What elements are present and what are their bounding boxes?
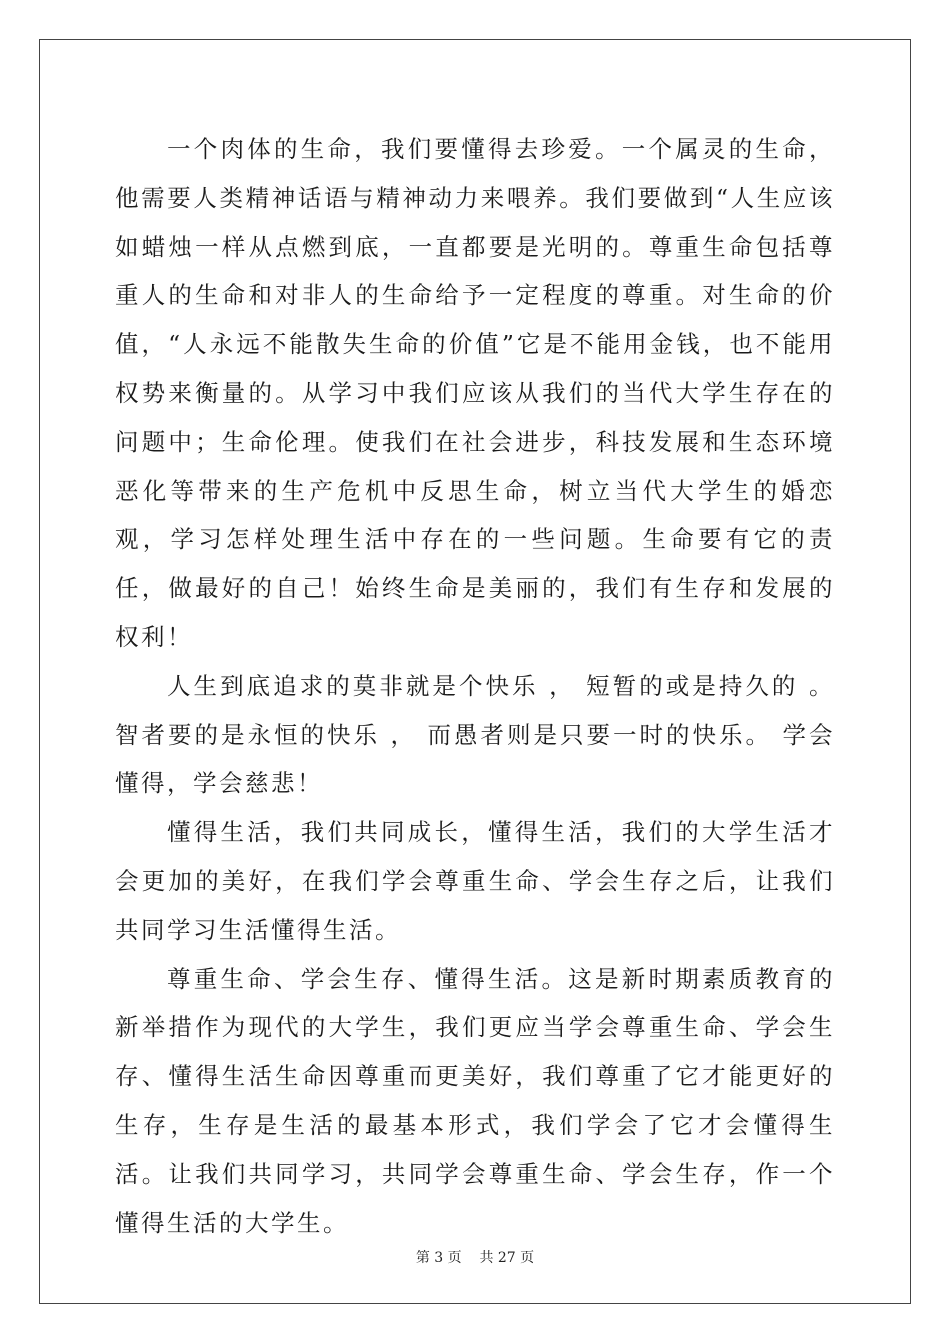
- paragraph-1: 一个肉体的生命，我们要懂得去珍爱。一个属灵的生命，他需要人类精神话语与精神动力来喂养。我们要做到“人生应该如蜡烛一样从点燃到底，一直都要是光明的。尊重生命包括尊重人的生命和对非人的生命给予一定程度的尊重。对生命的价值，“人永远不能散失生命的价值”它是不能用金钱，也不能用权势来衡量的。从学习中我们应该从我们的当代大学生存在的问题中；生命伦理。使我们在社会进步，科技发展和生态环境恶化等带来的生产危机中反思生命，树立当代大学生的婚恋观，学习怎样处理生活中存在的一些问题。生命要有它的责任，做最好的自己！始终生命是美丽的，我们有生存和发展的权利！: [115, 135, 835, 651]
- total-pages: 共 27 页: [479, 1250, 535, 1266]
- page-footer: [0, 1247, 950, 1267]
- paragraph-2: 人生到底追求的莫非就是个快乐 ， 短暂的或是持久的 。 智者要的是永恒的快乐 ， 而愚者则是只要一时的快乐。 学会懂得，学会慈悲！: [115, 671, 835, 798]
- paragraph-3: 懂得生活，我们共同成长，懂得生活，我们的大学生活才会更加的美好，在我们学会尊重生命、学会生存之后，让我们共同学习生活懂得生活。: [115, 818, 835, 944]
- document-body: [115, 125, 835, 1247]
- page-number: 第 3 页: [415, 1250, 462, 1266]
- paragraph-4: 尊重生命、学会生存、懂得生活。这是新时期素质教育的新举措作为现代的大学生，我们更应当学会尊重生命、学会生存、懂得生活生命因尊重而更美好，我们尊重了它才能更好的生存，生存是生活的最基本形式，我们学会了它才会懂得生活。让我们共同学习，共同学会尊重生命、学会生存，作一个懂得生活的大学生。: [115, 964, 835, 1237]
